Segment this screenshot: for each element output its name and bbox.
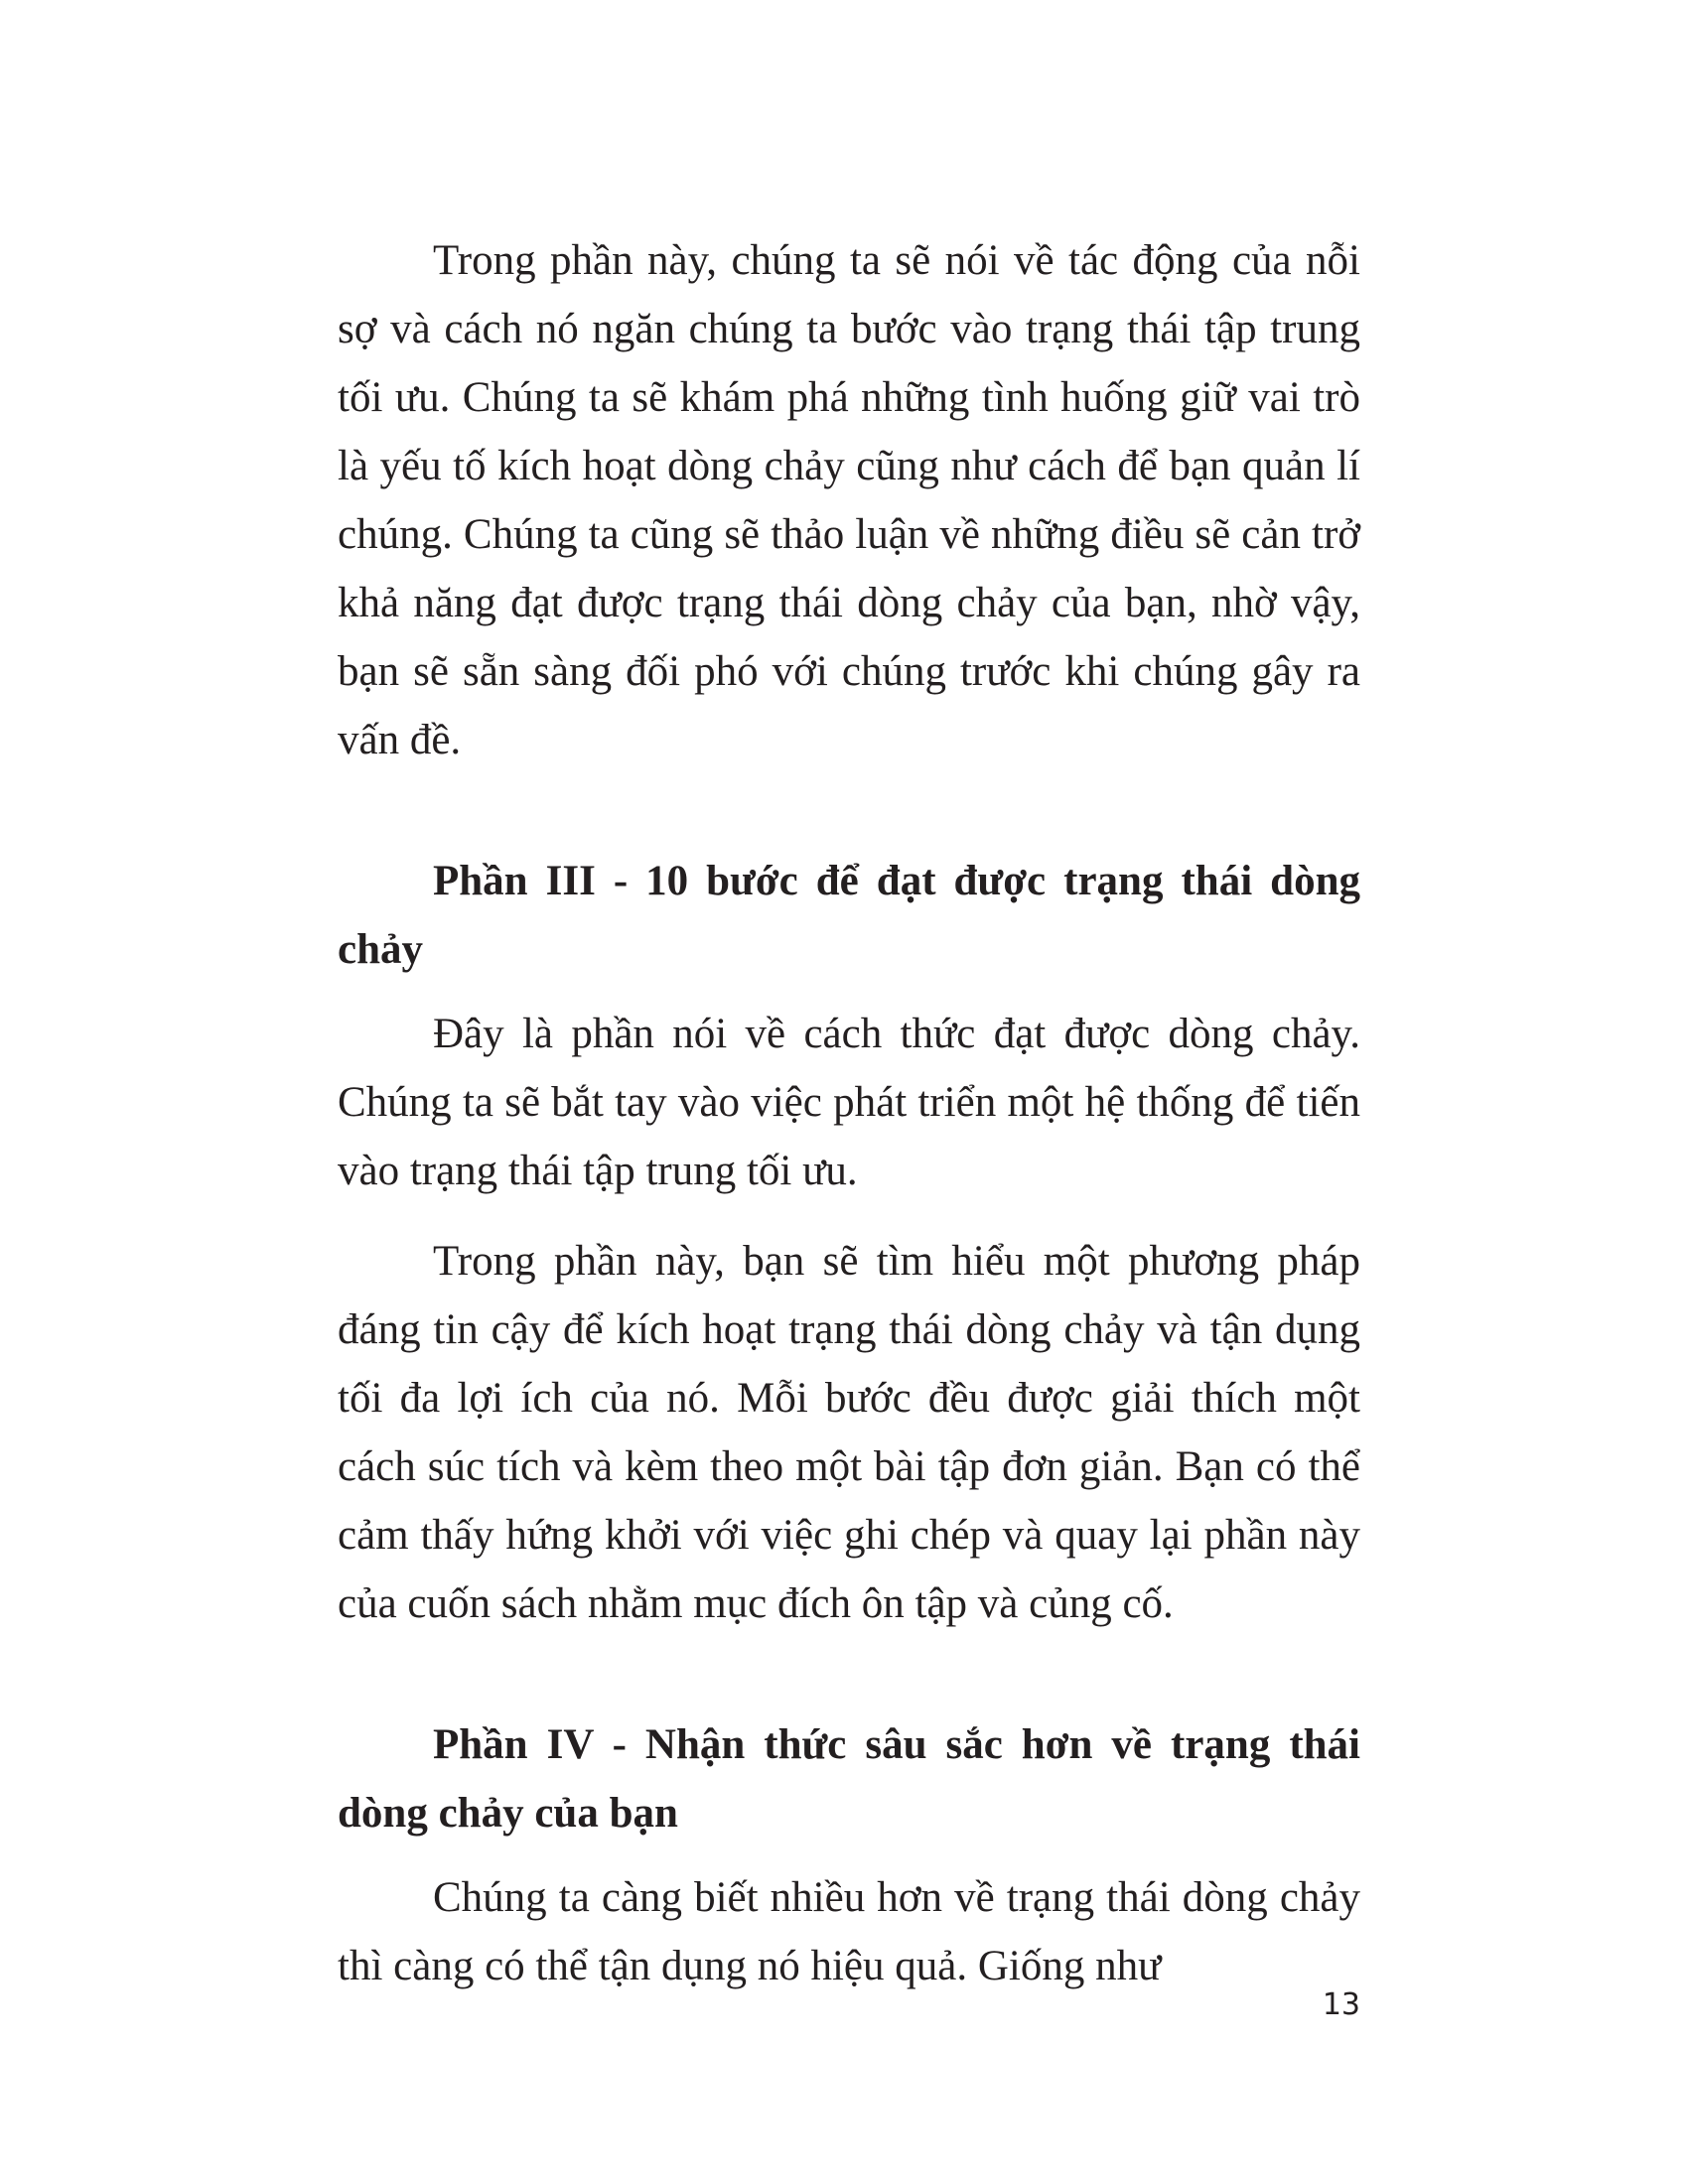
page-body [338, 226, 1360, 2000]
section-heading-part-4: Phần IV - Nhận thức sâu sắc hơn về trạng thái dòng chảy của bạn [338, 1721, 1360, 1837]
part-4-paragraph-1: Chúng ta càng biết nhiều hơn về trạng thái dòng chảy thì càng có thể tận dụng nó hiệu quả. Giống như [338, 1874, 1360, 1989]
intro-paragraph: Trong phần này, chúng ta sẽ nói về tác động của nỗi sợ và cách nó ngăn chúng ta bước vào trạng thái tập trung tối ưu. Chúng ta sẽ khám phá những tình huống giữ vai trò là yếu tố kích hoạt dòng chảy cũng như cách để bạn quản lí chúng. Chúng ta cũng sẽ thảo luận về những điều sẽ cản trở khả năng đạt được trạng thái dòng chảy của bạn, nhờ vậy, bạn sẽ sẵn sàng đối phó với chúng trước khi chúng gây ra vấn đề. [338, 237, 1360, 763]
section-heading-part-3: Phần III - 10 bước để đạt được trạng thái dòng chảy [338, 858, 1360, 973]
part-3-paragraph-1: Đây là phần nói về cách thức đạt được dòng chảy. Chúng ta sẽ bắt tay vào việc phát triển một hệ thống để tiến vào trạng thái tập trung tối ưu. [338, 1011, 1360, 1194]
page-number: 13 [1322, 1987, 1360, 2022]
part-3-paragraph-2: Trong phần này, bạn sẽ tìm hiểu một phương pháp đáng tin cậy để kích hoạt trạng thái dòng chảy và tận dụng tối đa lợi ích của nó. Mỗi bước đều được giải thích một cách súc tích và kèm theo một bài tập đơn giản. Bạn có thể cảm thấy hứng khởi với việc ghi chép và quay lại phần này của cuốn sách nhằm mục đích ôn tập và củng cố. [338, 1238, 1360, 1627]
